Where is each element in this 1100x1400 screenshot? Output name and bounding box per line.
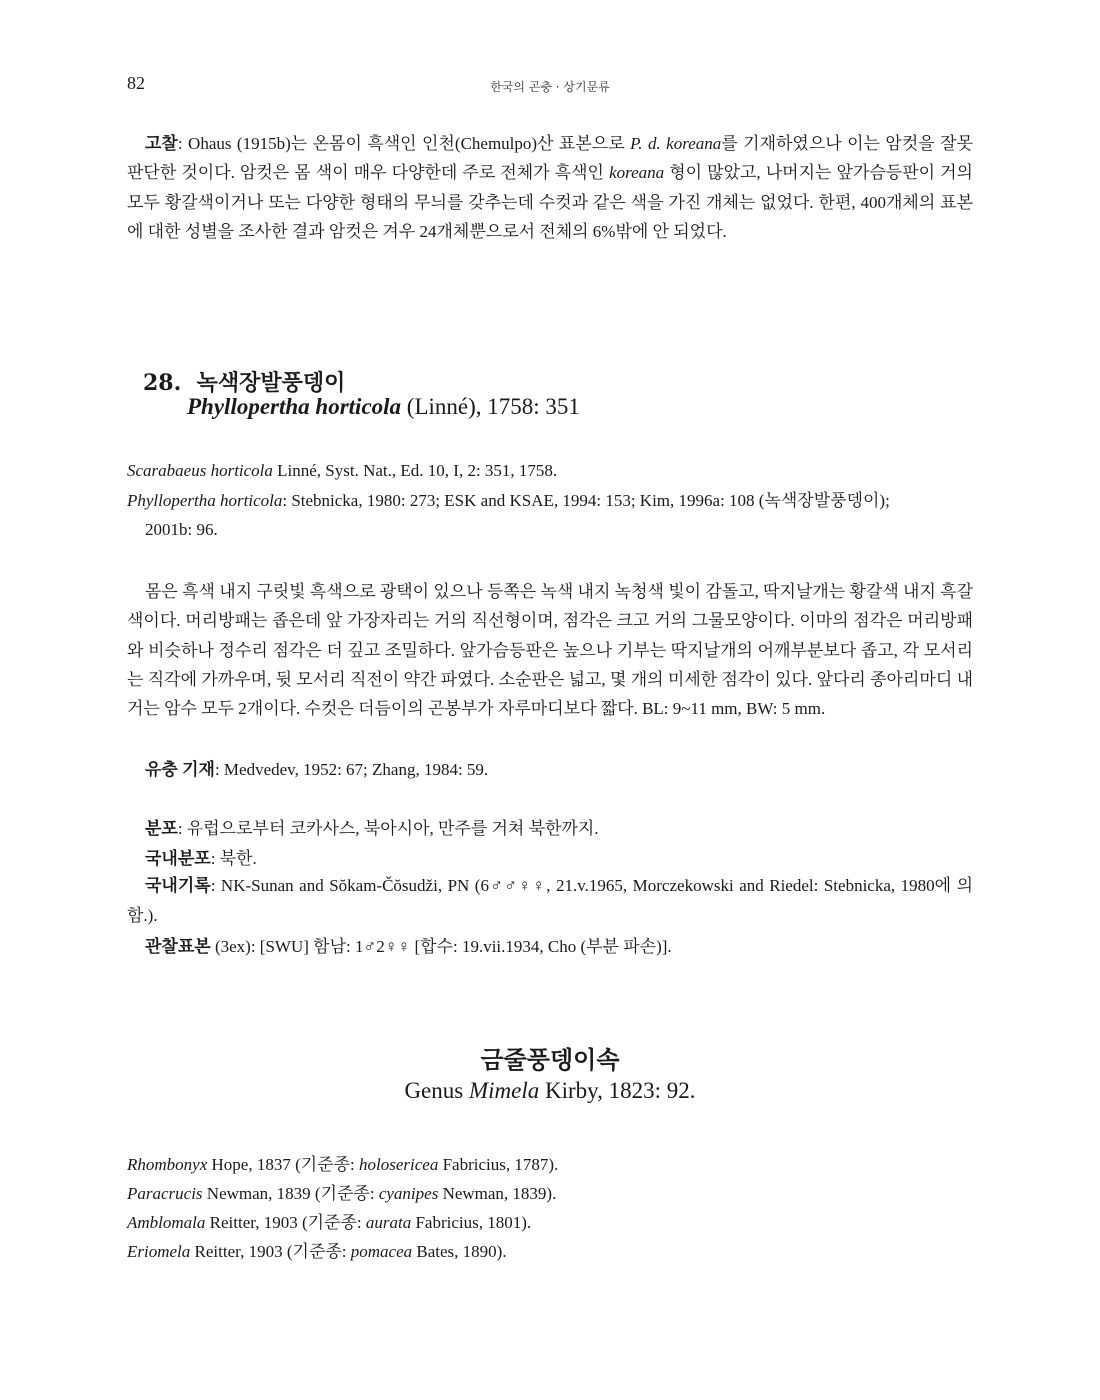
korean-distribution-label: 국내분포 <box>145 849 211 868</box>
species-author: (Linné), 1758: 351 <box>401 394 580 419</box>
species-number: 28. <box>143 370 182 396</box>
remarks-taxon-1: P. d. koreana <box>630 134 722 153</box>
genus-synonym-citation: Reitter, 1903 (기준종: <box>205 1213 366 1232</box>
page-number: 82 <box>127 73 145 93</box>
larva-line <box>145 757 488 783</box>
remarks-text-2: 를 기재하였으나 이는 암컷을 잘못 판단한 것이다. 암컷은 몸 색이 매우 다양한데 주로 전체가 흑색인 <box>127 134 973 183</box>
genus-synonym-citation: Newman, 1839 (기준종: <box>202 1184 379 1203</box>
remarks-label: 고찰 <box>145 134 178 153</box>
species-description: 몸은 흑색 내지 구릿빛 흑색으로 광택이 있으나 등쪽은 녹색 내지 녹청색 빛이 감돌고, 딱지날개는 황갈색 내지 흑갈색이다. 머리방패는 좁은데 앞 가장자리는 거의 직선형이며, 점각은 크고 거의 그물모양이다. 이마의 점각은 머리방패와 비슷하나 정수리 점각은 더 깊고 조밀하다. 앞가슴등판은 높으나 기부는 딱지날개의 어깨부분보다 좁고, 각 모서리는 직각에 가까우며, 뒷 모서리 직전이 약간 파였다. 소순판은 넓고, 몇 개의 미세한 점각이 있다. 앞다리 종아리마디 내거는 암수 모두 2개이다. 수컷은 더듬이의 곤봉부가 자루마디보다 짧다. BL: 9~11 mm, BW: 5 mm. <box>127 582 973 719</box>
genus-synonym-type-species: aurata <box>365 1213 412 1232</box>
korean-distribution-text: : 북한. <box>210 849 257 868</box>
genus-heading-korean: 금줄풍뎅이속 <box>480 1046 620 1074</box>
distribution-label: 분포 <box>145 819 178 838</box>
distribution-line <box>145 816 599 842</box>
genus-synonym-citation: Hope, 1837 (기준종: <box>207 1155 359 1174</box>
genus-synonym-type-species: pomacea <box>350 1242 413 1261</box>
species-heading-scientific <box>187 394 580 420</box>
species-heading-korean <box>143 366 345 397</box>
species-korean-name: 녹색장발풍뎅이 <box>196 370 346 396</box>
genus-synonym-line <box>127 1181 556 1207</box>
genus-synonym-line <box>127 1239 507 1265</box>
examined-material-text: (3ex): [SWU] 함남: 1♂2♀♀ [합수: 19.vii.1934, Cho (부분 파손)]. <box>210 937 672 956</box>
synonym-line-2 <box>127 488 890 514</box>
remarks-text-3: 형이 많았고, 나머지는 앞가슴등판이 거의 모두 황갈색이거나 또는 다양한 형태의 무늬를 갖추는데 수컷과 같은 색을 가진 개체는 없었다. 한편, 400개체의 표본에 대한 성별을 조사한 결과 암컷은 겨우 24개체뿐으로서 전체의 6%밖에 안 되었다. <box>127 163 973 241</box>
species-scientific-name: Phyllopertha horticola <box>187 394 402 419</box>
synonym-line-2-continued: 2001b: 96. <box>145 520 218 539</box>
synonym-1-name: Scarabaeus horticola <box>127 461 273 480</box>
korean-record-text: : NK-Sunan and Sŏkam-Čŏsudži, PN (6♂♂♀♀, 21.v.1965, Morczekowski and Riedel: Stebnicka, 1980에 의함.). <box>127 876 973 925</box>
genus-author: Kirby, 1823: 92. <box>539 1078 696 1103</box>
synonym-1-citation: Linné, Syst. Nat., Ed. 10, I, 2: 351, 1758. <box>272 461 558 480</box>
examined-material-label: 관찰표본 <box>145 937 211 956</box>
genus-synonym-type-author: Fabricius, 1801). <box>411 1213 532 1232</box>
larva-label: 유충 기재 <box>145 760 215 779</box>
korean-record-label: 국내기록 <box>145 876 211 895</box>
genus-synonym-line <box>127 1152 558 1178</box>
korean-distribution-line <box>145 846 257 872</box>
remarks-taxon-2: koreana <box>609 163 665 183</box>
examined-material-line <box>145 934 672 960</box>
distribution-text: : 유럽으로부터 코카사스, 북아시아, 만주를 거쳐 북한까지. <box>177 819 599 838</box>
genus-prefix: Genus <box>404 1078 469 1103</box>
genus-synonym-name: Eriomela <box>127 1242 191 1261</box>
running-title: 한국의 곤충 · 상기문류 <box>490 80 610 94</box>
genus-synonym-name: Amblomala <box>127 1213 206 1232</box>
genus-heading-latin <box>0 1078 1100 1104</box>
genus-synonym-citation: Reitter, 1903 (기준종: <box>190 1242 351 1261</box>
remarks-text-1: : Ohaus (1915b)는 온몸이 흑색인 인천(Chemulpo)산 표본으로 <box>177 134 631 153</box>
genus-synonym-name: Rhombonyx <box>127 1155 208 1174</box>
synonym-line-1 <box>127 458 557 484</box>
genus-synonym-line <box>127 1210 531 1236</box>
remarks-paragraph <box>127 129 973 246</box>
genus-synonym-name: Paracrucis <box>127 1184 203 1203</box>
genus-synonym-type-author: Fabricius, 1787). <box>438 1155 559 1174</box>
genus-synonym-type-author: Newman, 1839). <box>438 1184 557 1203</box>
genus-synonym-type-species: cyanipes <box>378 1184 439 1203</box>
genus-name: Mimela <box>468 1078 540 1103</box>
synonym-2-citation: : Stebnicka, 1980: 273; ESK and KSAE, 1994: 153; Kim, 1996a: 108 (녹색장발풍뎅이); <box>282 491 890 510</box>
genus-synonym-type-author: Bates, 1890). <box>412 1242 507 1261</box>
korean-record-paragraph <box>127 871 973 931</box>
genus-synonym-type-species: holosericea <box>359 1155 439 1174</box>
larva-text: : Medvedev, 1952: 67; Zhang, 1984: 59. <box>214 760 489 779</box>
synonym-2-name: Phyllopertha horticola <box>127 491 283 510</box>
